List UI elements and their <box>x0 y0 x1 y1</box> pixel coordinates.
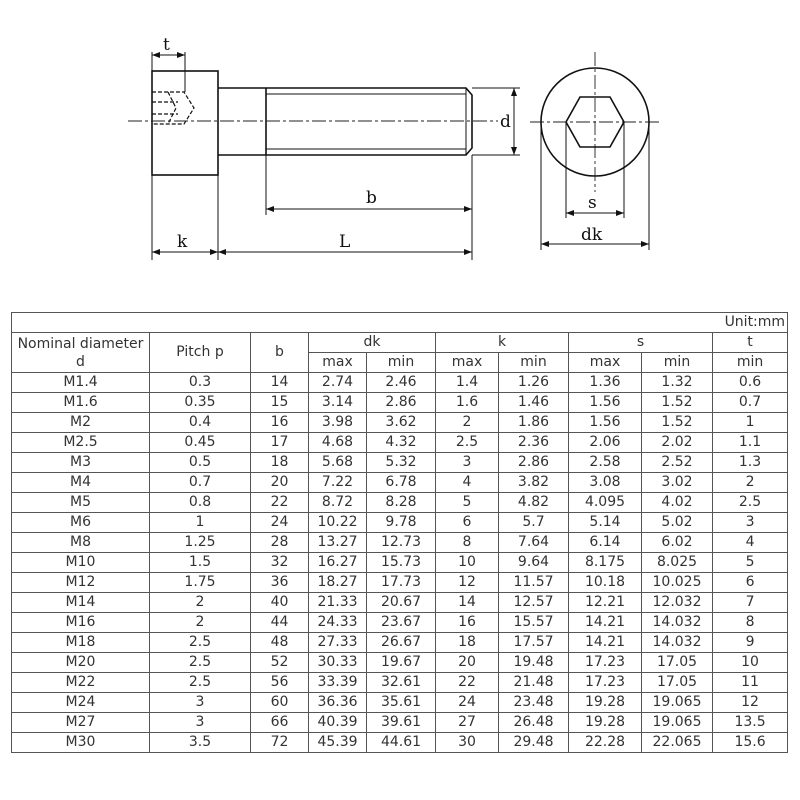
cell-s-max: 1.56 <box>569 393 642 413</box>
table-row <box>12 433 788 453</box>
cell-nominal: M8 <box>12 533 150 553</box>
cell-pitch: 0.45 <box>150 433 251 453</box>
cell-nominal: M18 <box>12 633 150 653</box>
cell-t-min: 1.1 <box>713 433 788 453</box>
cell-b: 24 <box>251 513 309 533</box>
cell-s-max: 1.36 <box>569 373 642 393</box>
cell-s-max: 17.23 <box>569 673 642 693</box>
cell-k-max: 24 <box>436 693 499 713</box>
table-row <box>12 633 788 653</box>
header-pitch: Pitch p <box>150 333 251 373</box>
cell-b: 44 <box>251 613 309 633</box>
cell-b: 28 <box>251 533 309 553</box>
table-row <box>12 533 788 553</box>
cell-pitch: 1.25 <box>150 533 251 553</box>
cell-t-min: 11 <box>713 673 788 693</box>
cell-dk-max: 3.98 <box>309 413 367 433</box>
cell-b: 60 <box>251 693 309 713</box>
cell-s-max: 8.175 <box>569 553 642 573</box>
cell-k-max: 16 <box>436 613 499 633</box>
cell-dk-max: 30.33 <box>309 653 367 673</box>
cell-dk-max: 21.33 <box>309 593 367 613</box>
cell-t-min: 4 <box>713 533 788 553</box>
cell-dk-min: 19.67 <box>367 653 436 673</box>
cell-s-max: 3.08 <box>569 473 642 493</box>
cell-dk-min: 12.73 <box>367 533 436 553</box>
cell-dk-min: 9.78 <box>367 513 436 533</box>
cell-dk-min: 35.61 <box>367 693 436 713</box>
cell-k-min: 2.86 <box>499 453 569 473</box>
cell-nominal: M20 <box>12 653 150 673</box>
cell-nominal: M4 <box>12 473 150 493</box>
header-k-min: min <box>499 353 569 373</box>
table-row <box>12 593 788 613</box>
table-row <box>12 453 788 473</box>
cell-k-max: 4 <box>436 473 499 493</box>
cell-b: 17 <box>251 433 309 453</box>
cell-pitch: 0.3 <box>150 373 251 393</box>
cell-s-min: 17.05 <box>642 653 713 673</box>
cell-dk-max: 45.39 <box>309 733 367 753</box>
header-dk-max: max <box>309 353 367 373</box>
cell-s-max: 2.06 <box>569 433 642 453</box>
cell-b: 72 <box>251 733 309 753</box>
cell-t-min: 0.7 <box>713 393 788 413</box>
table-row <box>12 473 788 493</box>
cell-dk-max: 40.39 <box>309 713 367 733</box>
table-row <box>12 513 788 533</box>
cell-b: 22 <box>251 493 309 513</box>
cell-s-min: 14.032 <box>642 613 713 633</box>
cell-pitch: 3 <box>150 713 251 733</box>
cell-s-max: 14.21 <box>569 633 642 653</box>
label-s: s <box>588 193 597 213</box>
cell-pitch: 2.5 <box>150 673 251 693</box>
table-row <box>12 413 788 433</box>
cell-dk-min: 26.67 <box>367 633 436 653</box>
cell-k-min: 21.48 <box>499 673 569 693</box>
cell-k-max: 2 <box>436 413 499 433</box>
cell-s-max: 4.095 <box>569 493 642 513</box>
cell-dk-min: 23.67 <box>367 613 436 633</box>
cell-dk-min: 20.67 <box>367 593 436 613</box>
cell-dk-max: 16.27 <box>309 553 367 573</box>
cell-nominal: M1.4 <box>12 373 150 393</box>
cell-k-min: 1.26 <box>499 373 569 393</box>
cell-k-max: 27 <box>436 713 499 733</box>
cell-b: 18 <box>251 453 309 473</box>
cell-b: 36 <box>251 573 309 593</box>
cell-s-min: 4.02 <box>642 493 713 513</box>
header-k-max: max <box>436 353 499 373</box>
label-dk: dk <box>581 225 603 245</box>
cell-pitch: 0.8 <box>150 493 251 513</box>
header-nominal-line2: d <box>76 353 85 370</box>
cell-k-max: 30 <box>436 733 499 753</box>
cell-s-min: 14.032 <box>642 633 713 653</box>
cell-t-min: 10 <box>713 653 788 673</box>
cell-k-min: 29.48 <box>499 733 569 753</box>
cell-k-max: 18 <box>436 633 499 653</box>
cell-k-min: 3.82 <box>499 473 569 493</box>
header-s-min: min <box>642 353 713 373</box>
cell-dk-min: 32.61 <box>367 673 436 693</box>
cell-k-max: 5 <box>436 493 499 513</box>
cell-pitch: 2 <box>150 613 251 633</box>
header-t: t <box>713 333 788 353</box>
screw-dimension-drawing <box>0 0 800 290</box>
table-row <box>12 673 788 693</box>
cell-dk-min: 5.32 <box>367 453 436 473</box>
cell-s-max: 14.21 <box>569 613 642 633</box>
cell-dk-max: 7.22 <box>309 473 367 493</box>
cell-k-min: 2.36 <box>499 433 569 453</box>
cell-k-max: 22 <box>436 673 499 693</box>
cell-k-min: 9.64 <box>499 553 569 573</box>
cell-nominal: M5 <box>12 493 150 513</box>
cell-dk-max: 24.33 <box>309 613 367 633</box>
cell-nominal: M2 <box>12 413 150 433</box>
cell-b: 40 <box>251 593 309 613</box>
cell-s-max: 6.14 <box>569 533 642 553</box>
cell-nominal: M2.5 <box>12 433 150 453</box>
cell-t-min: 1 <box>713 413 788 433</box>
cell-dk-max: 2.74 <box>309 373 367 393</box>
label-t: t <box>163 35 170 55</box>
cell-k-max: 10 <box>436 553 499 573</box>
table-row <box>12 573 788 593</box>
cell-k-min: 4.82 <box>499 493 569 513</box>
table-row <box>12 713 788 733</box>
cell-pitch: 2.5 <box>150 653 251 673</box>
cell-t-min: 1.3 <box>713 453 788 473</box>
label-L: L <box>339 232 351 252</box>
header-b: b <box>251 333 309 373</box>
cell-dk-max: 4.68 <box>309 433 367 453</box>
cell-t-min: 7 <box>713 593 788 613</box>
cell-s-max: 19.28 <box>569 713 642 733</box>
cell-dk-max: 5.68 <box>309 453 367 473</box>
cell-b: 32 <box>251 553 309 573</box>
table-row <box>12 613 788 633</box>
cell-s-max: 5.14 <box>569 513 642 533</box>
cell-s-max: 19.28 <box>569 693 642 713</box>
cell-pitch: 1.75 <box>150 573 251 593</box>
cell-b: 16 <box>251 413 309 433</box>
header-t-min: min <box>713 353 788 373</box>
cell-s-min: 1.32 <box>642 373 713 393</box>
header-nominal-line1: Nominal diameter <box>17 335 144 352</box>
table-row <box>12 553 788 573</box>
cell-dk-max: 13.27 <box>309 533 367 553</box>
cell-nominal: M6 <box>12 513 150 533</box>
table-row <box>12 693 788 713</box>
cell-s-min: 8.025 <box>642 553 713 573</box>
cell-pitch: 3 <box>150 693 251 713</box>
cell-k-min: 5.7 <box>499 513 569 533</box>
cell-k-max: 8 <box>436 533 499 553</box>
cell-s-min: 1.52 <box>642 413 713 433</box>
cell-nominal: M24 <box>12 693 150 713</box>
cell-k-min: 12.57 <box>499 593 569 613</box>
screw-shank-outline <box>218 88 472 155</box>
cell-t-min: 13.5 <box>713 713 788 733</box>
cell-dk-min: 3.62 <box>367 413 436 433</box>
cell-t-min: 5 <box>713 553 788 573</box>
cell-dk-min: 4.32 <box>367 433 436 453</box>
cell-t-min: 3 <box>713 513 788 533</box>
cell-nominal: M10 <box>12 553 150 573</box>
cell-dk-max: 33.39 <box>309 673 367 693</box>
cell-dk-min: 2.46 <box>367 373 436 393</box>
cell-nominal: M14 <box>12 593 150 613</box>
cell-dk-min: 17.73 <box>367 573 436 593</box>
header-dk: dk <box>309 333 436 353</box>
cell-dk-max: 3.14 <box>309 393 367 413</box>
cell-k-min: 17.57 <box>499 633 569 653</box>
cell-b: 15 <box>251 393 309 413</box>
cell-k-max: 20 <box>436 653 499 673</box>
table-row <box>12 393 788 413</box>
cell-nominal: M30 <box>12 733 150 753</box>
cell-dk-min: 15.73 <box>367 553 436 573</box>
header-s-max: max <box>569 353 642 373</box>
cell-k-min: 1.86 <box>499 413 569 433</box>
cell-b: 20 <box>251 473 309 493</box>
cell-t-min: 2 <box>713 473 788 493</box>
cell-k-max: 6 <box>436 513 499 533</box>
cell-dk-min: 8.28 <box>367 493 436 513</box>
cell-t-min: 15.6 <box>713 733 788 753</box>
cell-dk-min: 39.61 <box>367 713 436 733</box>
cell-pitch: 0.5 <box>150 453 251 473</box>
screw-spec-table <box>11 312 788 753</box>
cell-k-min: 15.57 <box>499 613 569 633</box>
cell-k-max: 1.6 <box>436 393 499 413</box>
cell-t-min: 6 <box>713 573 788 593</box>
cell-pitch: 1 <box>150 513 251 533</box>
cell-dk-max: 8.72 <box>309 493 367 513</box>
cell-dk-min: 2.86 <box>367 393 436 413</box>
cell-s-min: 2.02 <box>642 433 713 453</box>
cell-t-min: 2.5 <box>713 493 788 513</box>
cell-s-max: 17.23 <box>569 653 642 673</box>
cell-s-max: 1.56 <box>569 413 642 433</box>
label-b: b <box>366 188 377 208</box>
cell-k-min: 11.57 <box>499 573 569 593</box>
cell-dk-max: 27.33 <box>309 633 367 653</box>
cell-nominal: M1.6 <box>12 393 150 413</box>
cell-k-max: 12 <box>436 573 499 593</box>
cell-s-max: 22.28 <box>569 733 642 753</box>
header-nominal-diameter <box>12 333 150 373</box>
cell-k-max: 1.4 <box>436 373 499 393</box>
cell-dk-max: 36.36 <box>309 693 367 713</box>
table-row <box>12 493 788 513</box>
cell-k-min: 23.48 <box>499 693 569 713</box>
header-s: s <box>569 333 713 353</box>
cell-k-max: 14 <box>436 593 499 613</box>
cell-t-min: 8 <box>713 613 788 633</box>
cell-dk-max: 18.27 <box>309 573 367 593</box>
cell-pitch: 3.5 <box>150 733 251 753</box>
cell-k-max: 3 <box>436 453 499 473</box>
cell-t-min: 0.6 <box>713 373 788 393</box>
cell-k-min: 1.46 <box>499 393 569 413</box>
table-row <box>12 733 788 753</box>
cell-k-max: 2.5 <box>436 433 499 453</box>
cell-pitch: 0.35 <box>150 393 251 413</box>
cell-s-min: 10.025 <box>642 573 713 593</box>
cell-pitch: 1.5 <box>150 553 251 573</box>
cell-s-max: 2.58 <box>569 453 642 473</box>
cell-t-min: 9 <box>713 633 788 653</box>
cell-nominal: M16 <box>12 613 150 633</box>
table-row <box>12 653 788 673</box>
cell-dk-min: 6.78 <box>367 473 436 493</box>
cell-s-min: 19.065 <box>642 713 713 733</box>
cell-s-min: 17.05 <box>642 673 713 693</box>
cell-pitch: 0.7 <box>150 473 251 493</box>
cell-t-min: 12 <box>713 693 788 713</box>
cell-nominal: M3 <box>12 453 150 473</box>
center-lines <box>128 52 660 192</box>
cell-s-max: 10.18 <box>569 573 642 593</box>
cell-b: 66 <box>251 713 309 733</box>
label-d: d <box>500 112 511 132</box>
unit-label: Unit:mm <box>12 313 788 333</box>
cell-s-min: 22.065 <box>642 733 713 753</box>
cell-s-min: 6.02 <box>642 533 713 553</box>
cell-b: 56 <box>251 673 309 693</box>
cell-s-min: 5.02 <box>642 513 713 533</box>
table-row <box>12 373 788 393</box>
cell-dk-max: 10.22 <box>309 513 367 533</box>
cell-s-min: 3.02 <box>642 473 713 493</box>
cell-s-min: 1.52 <box>642 393 713 413</box>
hex-socket-hidden-lines <box>152 92 194 124</box>
cell-dk-min: 44.61 <box>367 733 436 753</box>
label-k: k <box>177 232 188 252</box>
cell-s-max: 12.21 <box>569 593 642 613</box>
cell-b: 48 <box>251 633 309 653</box>
cell-nominal: M22 <box>12 673 150 693</box>
cell-k-min: 26.48 <box>499 713 569 733</box>
cell-s-min: 12.032 <box>642 593 713 613</box>
cell-k-min: 7.64 <box>499 533 569 553</box>
cell-s-min: 2.52 <box>642 453 713 473</box>
cell-pitch: 2 <box>150 593 251 613</box>
cell-b: 14 <box>251 373 309 393</box>
cell-pitch: 2.5 <box>150 633 251 653</box>
cell-nominal: M12 <box>12 573 150 593</box>
cell-k-min: 19.48 <box>499 653 569 673</box>
cell-pitch: 0.4 <box>150 413 251 433</box>
header-dk-min: min <box>367 353 436 373</box>
header-k: k <box>436 333 569 353</box>
cell-s-min: 19.065 <box>642 693 713 713</box>
dimension-arrowheads <box>152 52 649 255</box>
cell-b: 52 <box>251 653 309 673</box>
cell-nominal: M27 <box>12 713 150 733</box>
